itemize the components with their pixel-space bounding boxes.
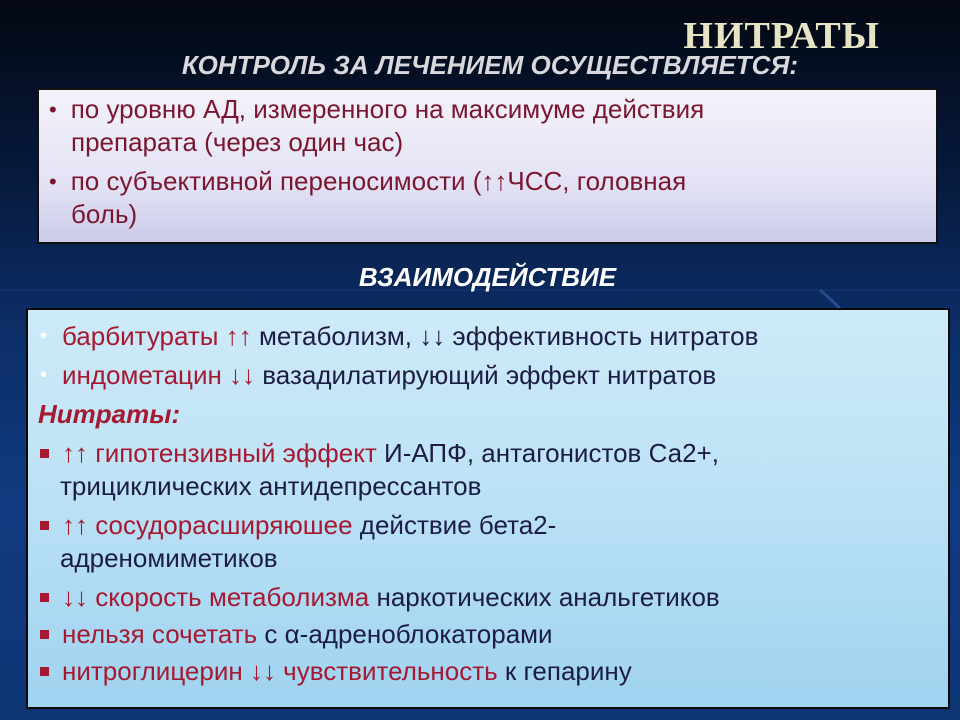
bullet-square-icon	[40, 667, 49, 676]
control-heading: КОНТРОЛЬ ЗА ЛЕЧЕНИЕМ ОСУЩЕСТВЛЯЕТСЯ:	[181, 50, 799, 80]
bullet-square-icon	[40, 630, 49, 639]
bullet-dot-icon: •	[40, 364, 48, 386]
bullet-square-icon	[40, 449, 49, 458]
nitrates-row: ↑↑ сосудорасширяюшее действие бета2- адреномиметиков	[38, 509, 938, 575]
bullet-dot-icon: •	[40, 325, 48, 347]
slide-title: НИТРАТЫ	[683, 15, 880, 57]
nitrates-row: нитроглицерин ↓↓ чувствительность к гепарину	[38, 655, 938, 688]
bullet-square-icon	[40, 521, 49, 530]
interaction-row: • индометацин ↓↓ вазадилатирующий эффект нитратов	[40, 360, 717, 390]
control-item: • по уровню АД, измеренного на максимуме действия препарата (через один час)	[49, 94, 705, 157]
bullet-square-icon	[40, 593, 49, 602]
nitrates-row: нельзя сочетать с α-адреноблокаторами	[38, 618, 938, 651]
nitrates-row: ↓↓ скорость метаболизма наркотических анальгетиков	[38, 581, 938, 614]
bullet-dot-icon: •	[49, 169, 57, 194]
nitrates-row: ↑↑ гипотензивный эффект И-АПФ, антагонистов Са2+, трициклических антидепрессантов	[38, 437, 938, 503]
control-box	[37, 88, 938, 244]
interaction-box	[26, 308, 950, 709]
interaction-row: • барбитураты ↑↑ метаболизм, ↓↓ эффективность нитратов	[40, 321, 759, 351]
nitrates-label: Нитраты:	[38, 399, 181, 429]
bullet-dot-icon: •	[49, 97, 57, 122]
control-item: • по субъективной переносимости (↑↑ЧСС, головная боль)	[49, 166, 687, 229]
interaction-heading: ВЗАИМОДЕЙСТВИЕ	[358, 262, 617, 292]
